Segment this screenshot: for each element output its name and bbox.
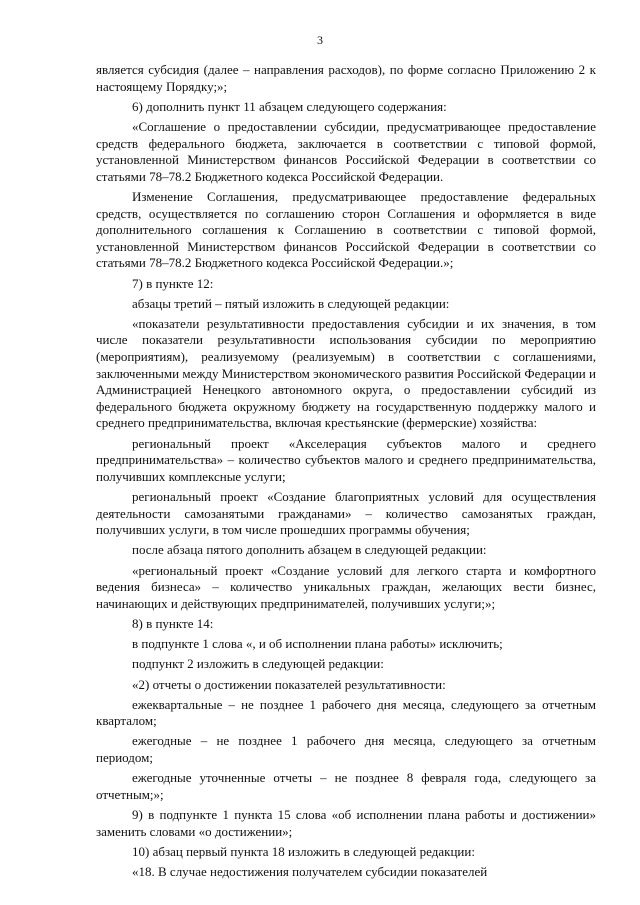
document-body (96, 62, 596, 884)
paragraph: «18. В случае недостижения получателем субсидии показателей (132, 864, 488, 879)
paragraph: ежегодные – не позднее 1 рабочего дня месяца, следующего за отчетным периодом; (96, 733, 596, 766)
paragraph: региональный проект «Создание благоприятных условий для осуществления деятельности самозанятыми гражданами» – количество самозанятых граждан, получивших услуги, в том числе прошедших программы обучения; (96, 489, 596, 538)
paragraph: «показатели результативности предоставления субсидии и их значения, в том числе показатели результативности использования субсидии по мероприятию (мероприятиям), реализуемому (реализуемым) в соответствии с соглашениями, заключенными между Министерством экономического развития Российской Федерации и Администрацией Ненецкого автономного округа, о предоставлении субсидий из федерального бюджета окружному бюджету на государственную поддержку малого и среднего предпринимательства, включая крестьянские (фермерские) хозяйства: (96, 315, 596, 431)
paragraph: 9) в подпункте 1 пункта 15 слова «об исполнении плана работы и достижении» заменить словами «о достижении»; (96, 807, 596, 839)
paragraph: 7) в пункте 12: (132, 275, 214, 291)
page-number: 3 (317, 33, 323, 47)
paragraph: Изменение Соглашения, предусматривающее предоставление федеральных средств, осуществляется по соглашению сторон Соглашения и оформляется в виде дополнительного соглашения к Соглашению в соответствии с типовой формой, установленной Министерством финансов Российской Федерации в соответствии со статьями 78–78.2 Бюджетного кодекса Российской Федерации.»; (96, 188, 596, 271)
paragraph: после абзаца пятого дополнить абзацем в следующей редакции: (132, 542, 487, 558)
paragraph: 10) абзац первый пункта 18 изложить в следующей редакции: (132, 843, 475, 859)
paragraph: подпункт 2 изложить в следующей редакции: (132, 656, 384, 672)
paragraph: абзацы третий – пятый изложить в следующей редакции: (132, 295, 450, 311)
paragraph: ежеквартальные – не позднее 1 рабочего дня месяца, следующего за отчетным кварталом; (96, 696, 596, 729)
paragraph: региональный проект «Акселерация субъектов малого и среднего предпринимательства» – количество субъектов малого и среднего предпринимательства, получивших комплексные услуги; (96, 435, 596, 484)
paragraph: является субсидия (далее – направления расходов), по форме согласно Приложению 2 к настоящему Порядку;»; (96, 62, 596, 94)
paragraph: «Соглашение о предоставлении субсидии, предусматривающее предоставление средств федерального бюджета, заключается в соответствии с типовой формой, установленной Министерством финансов Российской Федерации в соответствии со статьями 78–78.2 Бюджетного кодекса Российской Федерации. (96, 118, 596, 184)
paragraph: «2) отчеты о достижении показателей результативности: (132, 676, 446, 692)
paragraph: 6) дополнить пункт 11 абзацем следующего содержания: (132, 98, 447, 114)
paragraph: в подпункте 1 слова «, и об исполнении плана работы» исключить; (132, 636, 503, 652)
paragraph: 8) в пункте 14: (132, 615, 214, 631)
paragraph: «региональный проект «Создание условий для легкого старта и комфортного ведения бизнеса» – количество уникальных граждан, желающих вести бизнес, начинающих и действующих предпринимателей, получивших услуги;»; (96, 562, 596, 611)
paragraph: ежегодные уточненные отчеты – не позднее 8 февраля года, следующего за отчетным;»; (96, 770, 596, 802)
